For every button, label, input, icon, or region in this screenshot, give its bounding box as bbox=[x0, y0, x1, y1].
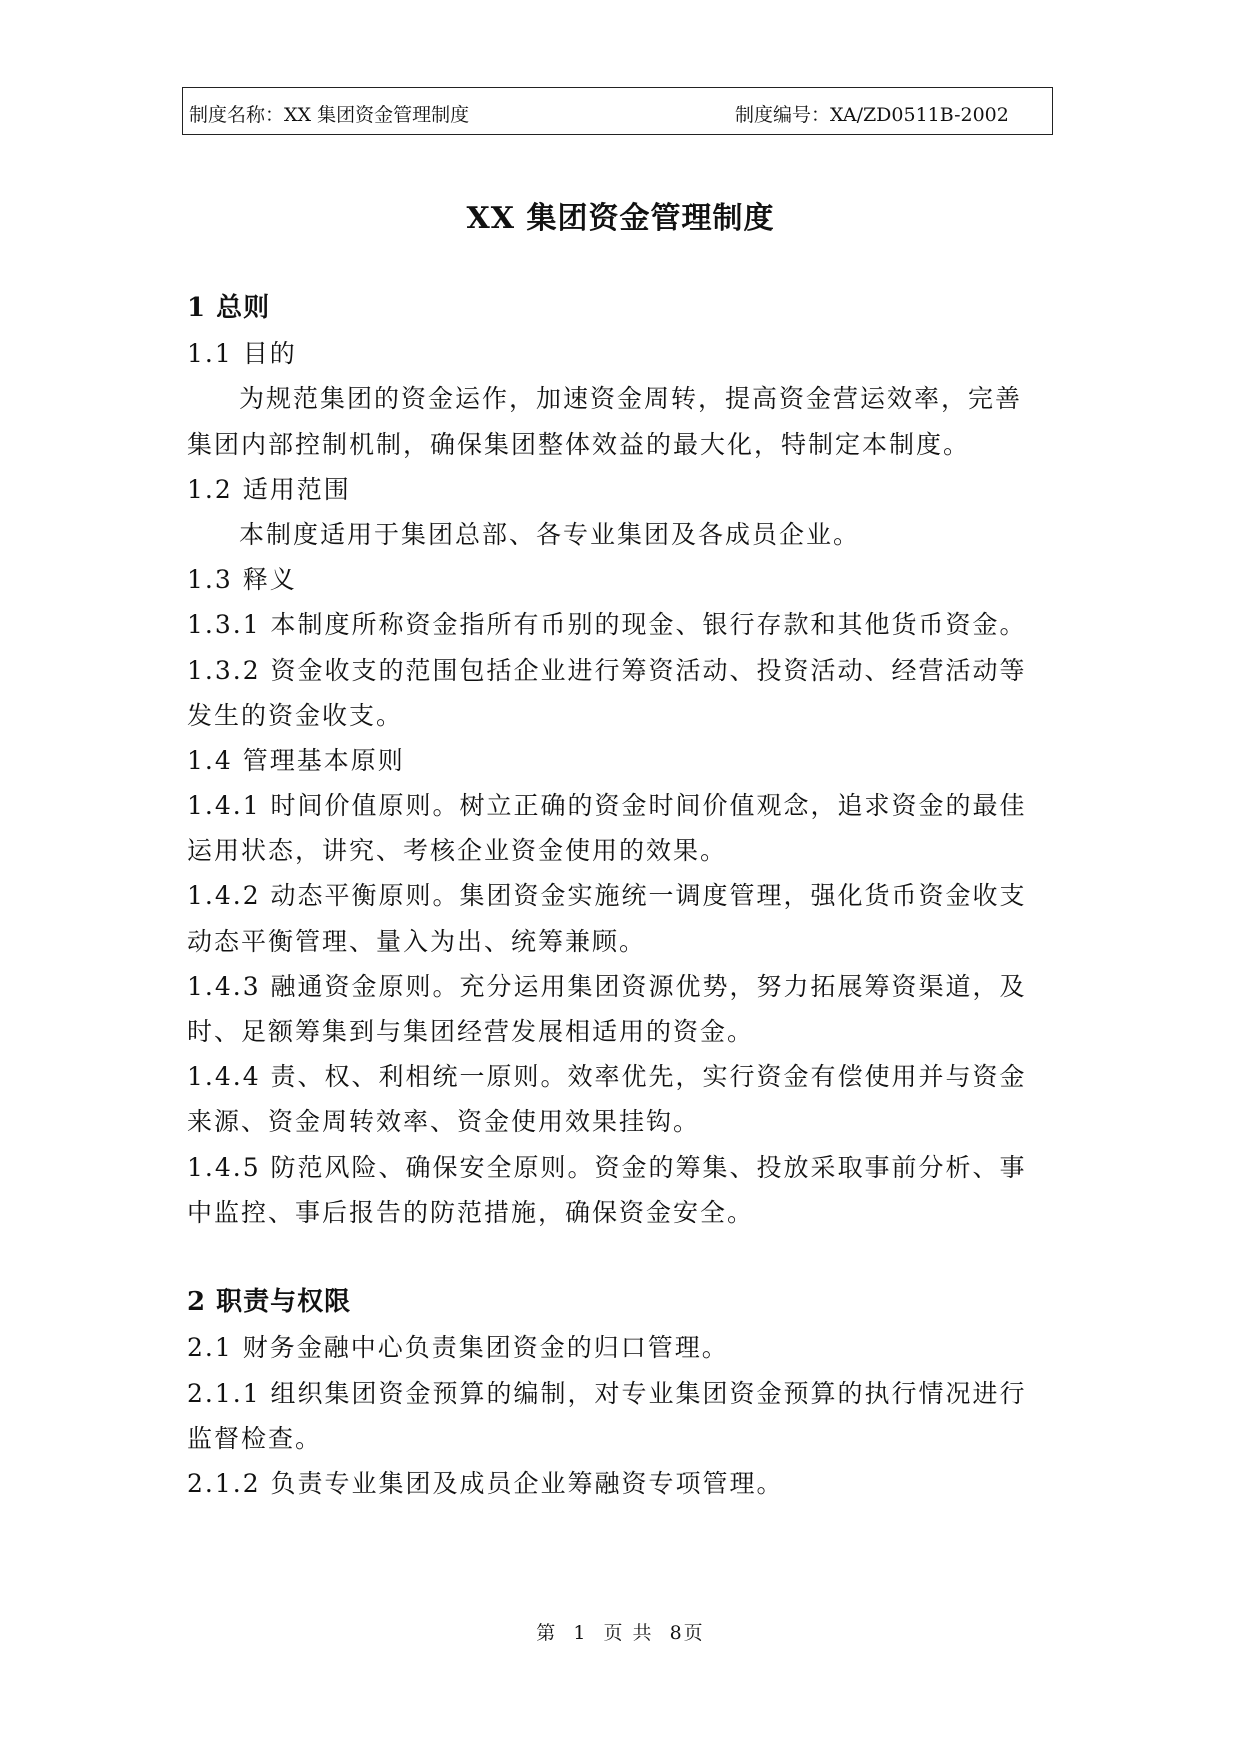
section-heading: 2 职责与权限 bbox=[187, 1287, 352, 1318]
body-line: 发生的资金收支。 bbox=[187, 700, 404, 730]
body-line: 2.1.1 组织集团资金预算的编制，对专业集团资金预算的执行情况进行 bbox=[187, 1378, 1027, 1408]
body-line: 来源、资金周转效率、资金使用效果挂钩。 bbox=[187, 1107, 701, 1137]
body-line: 中监控、事后报告的防范措施，确保资金安全。 bbox=[187, 1197, 755, 1227]
section-heading: 1 总则 bbox=[187, 293, 271, 323]
policy-name-label: 制度名称：XX 集团资金管理制度 bbox=[189, 104, 470, 126]
body-line: 1.2 适用范围 bbox=[187, 474, 351, 504]
body-line: 2.1.2 负责专业集团及成员企业筹融资专项管理。 bbox=[187, 1468, 784, 1498]
policy-number-label: 制度编号：XA/ZD0511B-2002 bbox=[735, 104, 1009, 126]
page-footer bbox=[0, 1618, 1241, 1645]
body-line: 1.4.5 防范风险、确保安全原则。资金的筹集、投放采取事前分析、事 bbox=[187, 1152, 1027, 1182]
body-line: 1.4 管理基本原则 bbox=[187, 745, 405, 775]
document-header-box bbox=[182, 87, 1053, 135]
section-gap bbox=[187, 1235, 1072, 1280]
body-line: 为规范集团的资金运作，加速资金周转，提高资金营运效率，完善 bbox=[239, 384, 1023, 414]
body-line: 时、足额筹集到与集团经营发展相适用的资金。 bbox=[187, 1017, 755, 1046]
page-current: 1 bbox=[573, 1622, 588, 1644]
body-line: 1.4.4 责、权、利相统一原则。效率优先，实行资金有偿使用并与资金 bbox=[187, 1062, 1027, 1092]
body-line: 1.1 目的 bbox=[187, 339, 297, 369]
body-line: 动态平衡管理、量入为出、统筹兼顾。 bbox=[187, 926, 647, 956]
body-line: 1.4.2 动态平衡原则。集团资金实施统一调度管理，强化货币资金收支 bbox=[187, 881, 1027, 911]
body-line: 1.4.3 融通资金原则。充分运用集团资源优势，努力拓展筹资渠道，及 bbox=[187, 971, 1027, 1001]
body-line: 1.3 释义 bbox=[187, 565, 297, 595]
body-line: 1.3.2 资金收支的范围包括企业进行筹资活动、投资活动、经营活动等 bbox=[187, 655, 1027, 685]
body-line: 监督检查。 bbox=[187, 1423, 323, 1453]
page-prefix: 第 bbox=[536, 1622, 558, 1644]
body-line: 1.3.1 本制度所称资金指所有币别的现金、银行存款和其他货币资金。 bbox=[187, 610, 1027, 640]
page-total: 8页 bbox=[669, 1622, 705, 1644]
document-title: XX 集团资金管理制度 bbox=[466, 201, 775, 236]
body-line: 集团内部控制机制，确保集团整体效益的最大化，特制定本制度。 bbox=[187, 429, 971, 459]
body-line: 1.4.1 时间价值原则。树立正确的资金时间价值观念，追求资金的最佳 bbox=[187, 791, 1027, 821]
body-line: 本制度适用于集团总部、各专业集团及各成员企业。 bbox=[239, 519, 861, 549]
body-line: 2.1 财务金融中心负责集团资金的归口管理。 bbox=[187, 1333, 729, 1363]
document-body bbox=[187, 286, 1072, 1506]
body-line: 运用状态，讲究、考核企业资金使用的效果。 bbox=[187, 836, 728, 866]
page-mid: 页 共 bbox=[603, 1622, 654, 1644]
